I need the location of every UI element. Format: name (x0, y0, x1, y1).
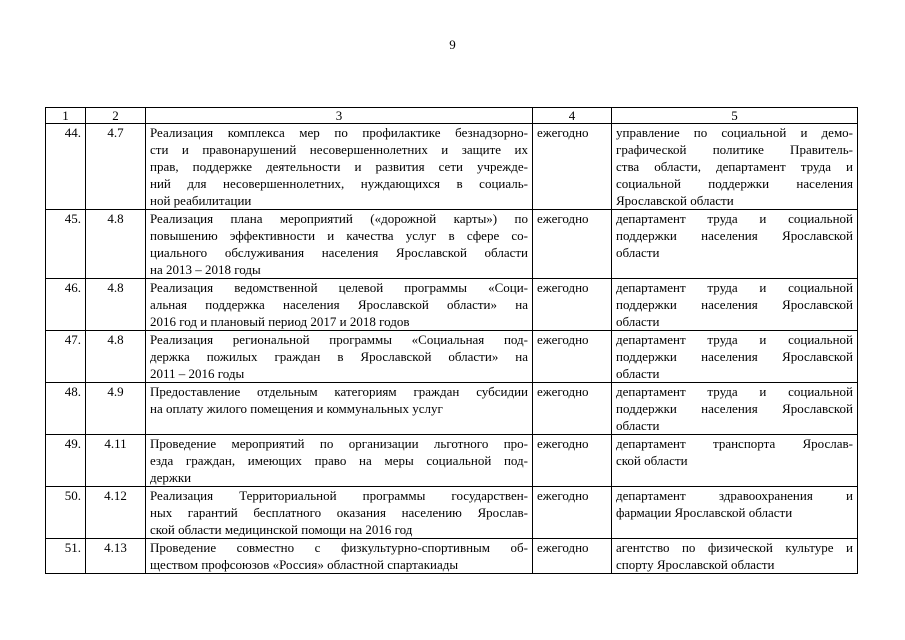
description-line: Реализация ведомственной целевой программы «Соци- (150, 280, 528, 295)
description-line: Предоставление отдельным категориям граждан субсидии (150, 384, 528, 399)
row-number-cell: 46. (46, 279, 86, 331)
description-line: сти и правонарушений несовершеннолетних и защите их (150, 142, 528, 157)
row-number-cell: 45. (46, 210, 86, 279)
responsible-line: области (616, 366, 660, 381)
description-line: 2011 – 2016 годы (150, 366, 245, 381)
responsible-cell (612, 383, 858, 435)
row-number-cell: 49. (46, 435, 86, 487)
responsible-line: департамент транспорта Ярослав- (616, 436, 853, 451)
responsible-line: ства области, департамент труда и (616, 159, 853, 174)
document-table (45, 107, 858, 574)
responsible-line: управление по социальной и демо- (616, 125, 853, 140)
section-cell: 4.13 (86, 539, 146, 574)
description-line: ний для несовершеннолетних, нуждающихся в социаль- (150, 176, 528, 191)
description-cell (146, 331, 533, 383)
period-cell: ежегодно (533, 487, 612, 539)
responsible-cell (612, 539, 858, 574)
section-cell: 4.8 (86, 279, 146, 331)
description-line: 2016 год и плановый период 2017 и 2018 годов (150, 314, 410, 329)
responsible-line: графической политике Правитель- (616, 142, 853, 157)
column-header-number: 1 (46, 108, 86, 124)
row-number-cell: 51. (46, 539, 86, 574)
period-cell: ежегодно (533, 539, 612, 574)
column-header-section: 2 (86, 108, 146, 124)
responsible-cell (612, 487, 858, 539)
responsible-cell (612, 279, 858, 331)
responsible-line: социальной поддержки населения (616, 176, 853, 191)
description-line: повышению эффективности и качества услуг в сфере со- (150, 228, 528, 243)
section-cell: 4.7 (86, 124, 146, 210)
responsible-line: фармации Ярославской области (616, 505, 793, 520)
section-cell: 4.8 (86, 210, 146, 279)
description-line: на оплату жилого помещения и коммунальных услуг (150, 401, 443, 416)
description-line: на 2013 – 2018 годы (150, 262, 261, 277)
description-line: держка пожилых граждан в Ярославской области» на (150, 349, 528, 364)
responsible-line: области (616, 314, 660, 329)
description-line: Проведение совместно с физкультурно-спортивным об- (150, 540, 528, 555)
description-line: держки (150, 470, 192, 485)
row-number-cell: 47. (46, 331, 86, 383)
description-line: ществом профсоюзов «Россия» областной спартакиады (150, 557, 459, 572)
table-row (46, 435, 858, 487)
page-number: 9 (449, 37, 456, 52)
table-body (46, 124, 858, 574)
description-line: прав, поддержке деятельности и развития сети учрежде- (150, 159, 528, 174)
description-line: циального обслуживания населения Ярославской области (150, 245, 528, 260)
responsible-line: поддержки населения Ярославской (616, 297, 853, 312)
table-row (46, 539, 858, 574)
description-line: Реализация плана мероприятий («дорожной карты») по (150, 211, 528, 226)
responsible-line: поддержки населения Ярославской (616, 349, 853, 364)
description-cell (146, 124, 533, 210)
period-cell: ежегодно (533, 331, 612, 383)
responsible-cell (612, 435, 858, 487)
responsible-line: области (616, 418, 660, 433)
responsible-line: области (616, 245, 660, 260)
description-line: Реализация комплекса мер по профилактике безнадзорно- (150, 125, 528, 140)
responsible-line: департамент здравоохранения и (616, 488, 853, 503)
column-header-responsible: 5 (612, 108, 858, 124)
row-number-cell: 44. (46, 124, 86, 210)
responsible-line: департамент труда и социальной (616, 384, 853, 399)
description-line: Реализация Территориальной программы государствен- (150, 488, 528, 503)
row-number-cell: 50. (46, 487, 86, 539)
description-cell (146, 210, 533, 279)
description-line: Проведение мероприятий по организации льготного про- (150, 436, 528, 451)
responsible-cell (612, 124, 858, 210)
responsible-cell (612, 331, 858, 383)
responsible-line: департамент труда и социальной (616, 211, 853, 226)
description-line: ской области медицинской помощи на 2016 год (150, 522, 413, 537)
row-number-cell: 48. (46, 383, 86, 435)
description-cell (146, 539, 533, 574)
responsible-cell (612, 210, 858, 279)
responsible-line: поддержки населения Ярославской (616, 401, 853, 416)
description-cell (146, 279, 533, 331)
table-row (46, 383, 858, 435)
description-line: ных гарантий бесплатного оказания населению Ярослав- (150, 505, 528, 520)
responsible-line: спорту Ярославской области (616, 557, 775, 572)
description-line: альная поддержка населения Ярославской области» на (150, 297, 528, 312)
section-cell: 4.11 (86, 435, 146, 487)
description-cell (146, 487, 533, 539)
period-cell: ежегодно (533, 383, 612, 435)
responsible-line: Ярославской области (616, 193, 734, 208)
period-cell: ежегодно (533, 124, 612, 210)
column-header-description: 3 (146, 108, 533, 124)
period-cell: ежегодно (533, 210, 612, 279)
table-row (46, 124, 858, 210)
description-line: ной реабилитации (150, 193, 252, 208)
responsible-line: ской области (616, 453, 688, 468)
section-cell: 4.8 (86, 331, 146, 383)
period-cell: ежегодно (533, 279, 612, 331)
table-header-row (46, 108, 858, 124)
table-row (46, 279, 858, 331)
table-row (46, 487, 858, 539)
table-row (46, 331, 858, 383)
responsible-line: поддержки населения Ярославской (616, 228, 853, 243)
responsible-line: агентство по физической культуре и (616, 540, 853, 555)
responsible-line: департамент труда и социальной (616, 332, 853, 347)
section-cell: 4.9 (86, 383, 146, 435)
responsible-line: департамент труда и социальной (616, 280, 853, 295)
description-line: Реализация региональной программы «Социальная под- (150, 332, 528, 347)
description-line: езда граждан, имеющих право на меры социальной под- (150, 453, 528, 468)
section-cell: 4.12 (86, 487, 146, 539)
period-cell: ежегодно (533, 435, 612, 487)
description-cell (146, 383, 533, 435)
table-row (46, 210, 858, 279)
column-header-period: 4 (533, 108, 612, 124)
description-cell (146, 435, 533, 487)
